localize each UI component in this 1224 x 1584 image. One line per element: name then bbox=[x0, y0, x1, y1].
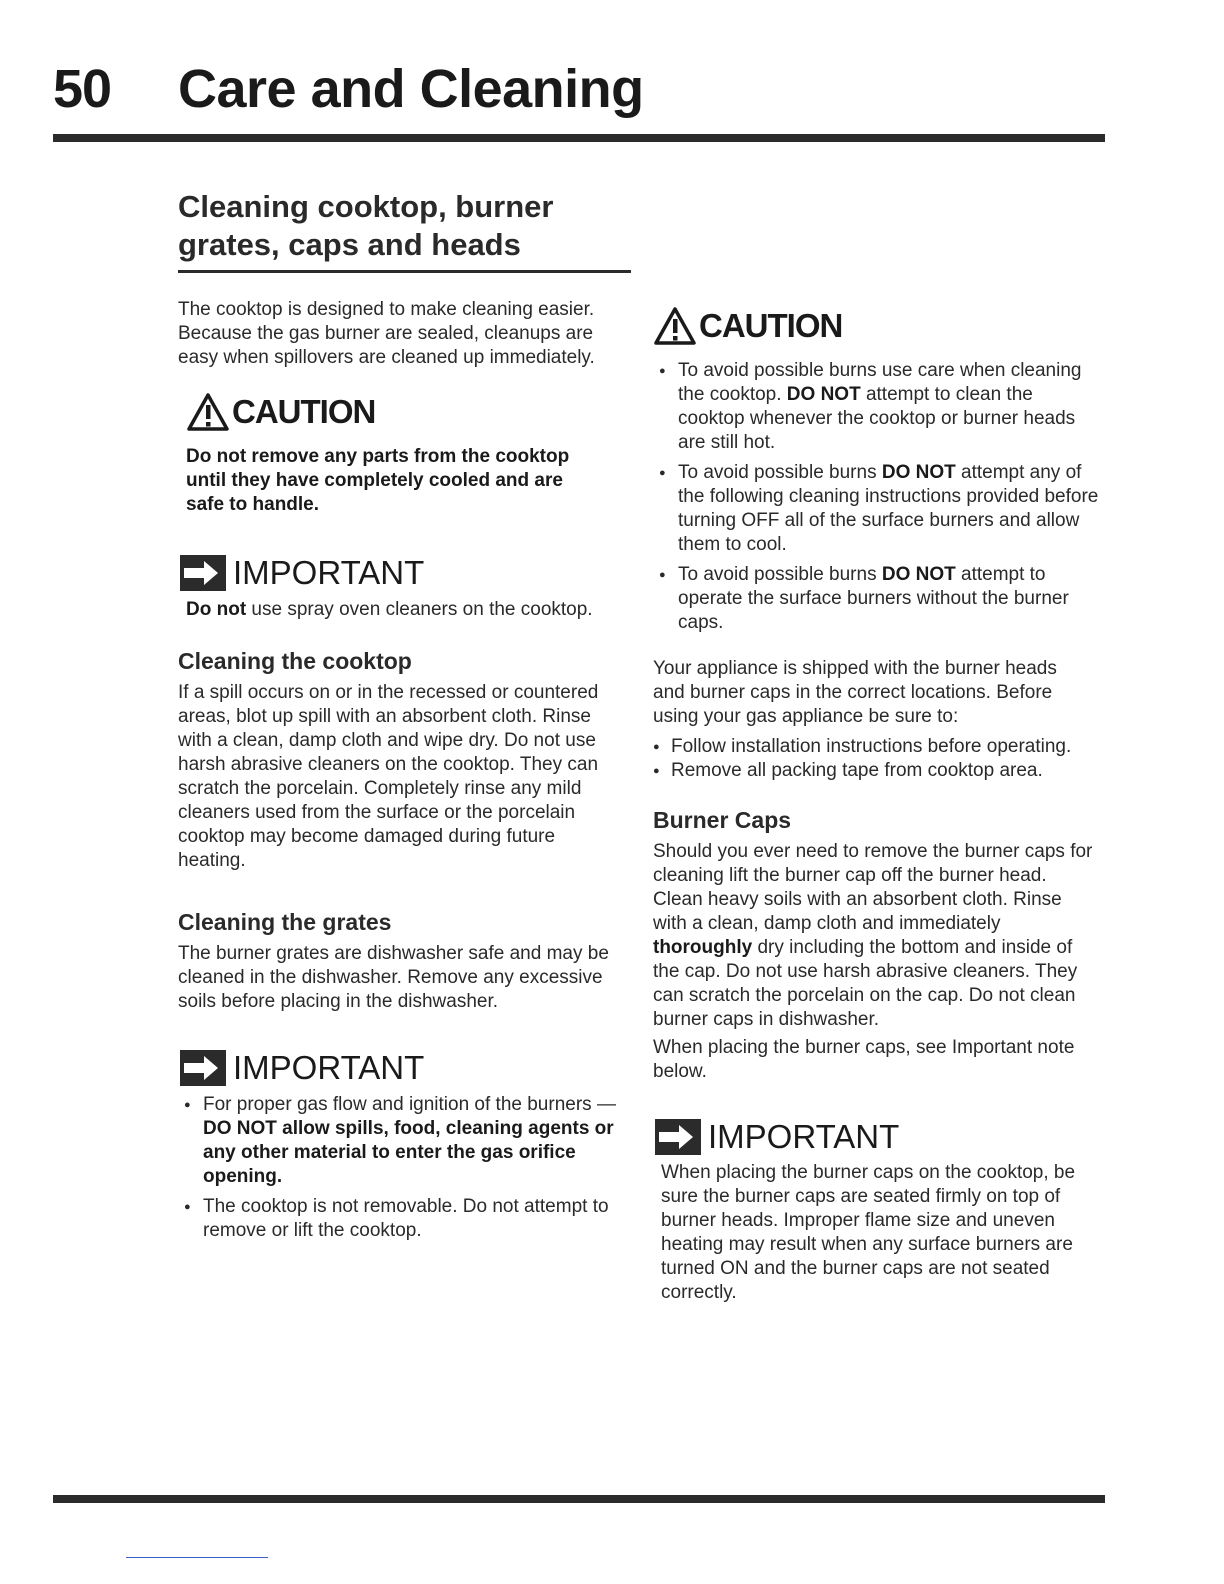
important-label-2: IMPORTANT bbox=[233, 1049, 425, 1086]
important-text-1 bbox=[186, 598, 626, 622]
burner-caps-heading: Burner Caps bbox=[653, 807, 792, 833]
important-arrow-icon bbox=[178, 553, 228, 593]
caution2-b3-pre: To avoid possible burns bbox=[678, 564, 882, 585]
section-title-line2: grates, caps and heads bbox=[178, 227, 521, 262]
caution2-b2-pre: To avoid possible burns bbox=[678, 462, 882, 483]
caution2-b1-post: attempt to clean the cooktop whenever the cooktop or burner heads are still hot. bbox=[678, 384, 1076, 453]
important-heading-3 bbox=[653, 1117, 899, 1157]
caution-text-1: Do not remove any parts from the cooktop until they have completely cooled and are safe to handle. bbox=[186, 446, 570, 515]
important-arrow-icon bbox=[653, 1117, 703, 1157]
important-text-1-rest: use spray oven cleaners on the cooktop. bbox=[246, 599, 593, 620]
important-list-2 bbox=[178, 1093, 628, 1249]
important-arrow-icon bbox=[178, 1048, 228, 1088]
caution-list-2 bbox=[653, 359, 1103, 641]
caution-label-1: CAUTION bbox=[232, 393, 376, 430]
section-rule bbox=[178, 270, 631, 273]
burner-caps-text bbox=[653, 840, 1098, 1032]
warning-triangle-icon bbox=[186, 392, 230, 432]
warning-triangle-icon bbox=[653, 306, 697, 346]
page-number: 50 bbox=[53, 59, 112, 119]
burner-caps-pre: Should you ever need to remove the burner caps for cleaning lift the burner cap off the burner head. Clean heavy soils with an absorbent cloth. Rinse with a clean, damp cloth and immediately bbox=[653, 841, 1093, 934]
list-item bbox=[653, 563, 1103, 635]
important-heading-1 bbox=[178, 553, 424, 593]
caution-label-2: CAUTION bbox=[699, 307, 843, 344]
cleaning-cooktop-heading: Cleaning the cooktop bbox=[178, 648, 412, 674]
list-item bbox=[178, 1093, 628, 1189]
intro-paragraph: The cooktop is designed to make cleaning easier. Because the gas burner are sealed, cleanups are easy when spillovers are cleaned up immediately. bbox=[178, 299, 595, 368]
caution-heading-1 bbox=[186, 392, 375, 432]
cleaning-grates-heading: Cleaning the grates bbox=[178, 909, 392, 935]
important-label-3: IMPORTANT bbox=[708, 1118, 900, 1155]
important-heading-2 bbox=[178, 1048, 424, 1088]
caution2-b3-post: attempt to operate the surface burners without the burner caps. bbox=[678, 564, 1069, 633]
important-text-3: When placing the burner caps on the cooktop, be sure the burner caps are seated firmly on top of burner heads. Improper flame size and uneven heating may result when any surface burners are turned ON and the burner caps are not seated correctly. bbox=[661, 1162, 1076, 1303]
important2-bullet1-bold: DO NOT allow spills, food, cleaning agents or any other material to enter the gas orifice opening. bbox=[203, 1118, 614, 1187]
list-item: ● The cooktop is not removable. Do not attempt to remove or lift the cooktop. bbox=[178, 1195, 628, 1243]
header-rule bbox=[53, 134, 1105, 142]
footer-line bbox=[126, 1557, 268, 1558]
caution2-b1-pre: To avoid possible burns use care when cleaning the cooktop. bbox=[678, 360, 1082, 405]
cleaning-grates-text: The burner grates are dishwasher safe and may be cleaned in the dishwasher. Remove any excessive soils before placing in the dishwasher. bbox=[178, 943, 609, 1012]
section-title-line1: Cleaning cooktop, burner bbox=[178, 189, 554, 224]
important-text-1-bold: Do not bbox=[186, 599, 247, 620]
burner-caps-post: dry including the bottom and inside of the cap. Do not use harsh abrasive cleaners. They can scratch the porcelain on the cap. Do not clean burner caps in dishwasher. bbox=[653, 937, 1078, 1030]
important-label-1: IMPORTANT bbox=[233, 554, 425, 591]
list-item bbox=[653, 461, 1103, 557]
shipped-paragraph: Your appliance is shipped with the burner heads and burner caps in the correct locations. Before using your gas appliance be sure to: bbox=[653, 658, 1057, 727]
list-item bbox=[653, 359, 1103, 455]
burner-caps-note: When placing the burner caps, see Important note below. bbox=[653, 1037, 1075, 1082]
cleaning-cooktop-text: If a spill occurs on or in the recessed or countered areas, blot up spill with an absorbent cloth. Rinse with a clean, damp cloth and wipe dry. Do not use harsh abrasive cleaners on the cooktop. They can scratch the porcelain. Completely rinse any mild cleaners used from the surface or the porcelain cooktop may become damaged during future heating. bbox=[178, 682, 599, 871]
list-item: ● Remove all packing tape from cooktop area. bbox=[653, 759, 1103, 783]
page-title: Care and Cleaning bbox=[178, 59, 644, 119]
section-title bbox=[178, 188, 633, 264]
burner-caps-bold: thoroughly bbox=[653, 937, 753, 958]
caution-heading-2 bbox=[653, 306, 842, 346]
important2-bullet1-plain: For proper gas flow and ignition of the burners — bbox=[203, 1094, 616, 1115]
caution2-b2-bold: DO NOT bbox=[881, 462, 956, 483]
caution2-b1-bold: DO NOT bbox=[786, 384, 861, 405]
list-item: ● Follow installation instructions before operating. bbox=[653, 735, 1103, 759]
caution2-b2-post: attempt any of the following cleaning instructions provided before turning OFF all of the surface burners and allow them to cool. bbox=[678, 462, 1099, 555]
shipped-list bbox=[653, 735, 1103, 783]
caution2-b3-bold: DO NOT bbox=[881, 564, 956, 585]
footer-rule bbox=[53, 1495, 1105, 1503]
